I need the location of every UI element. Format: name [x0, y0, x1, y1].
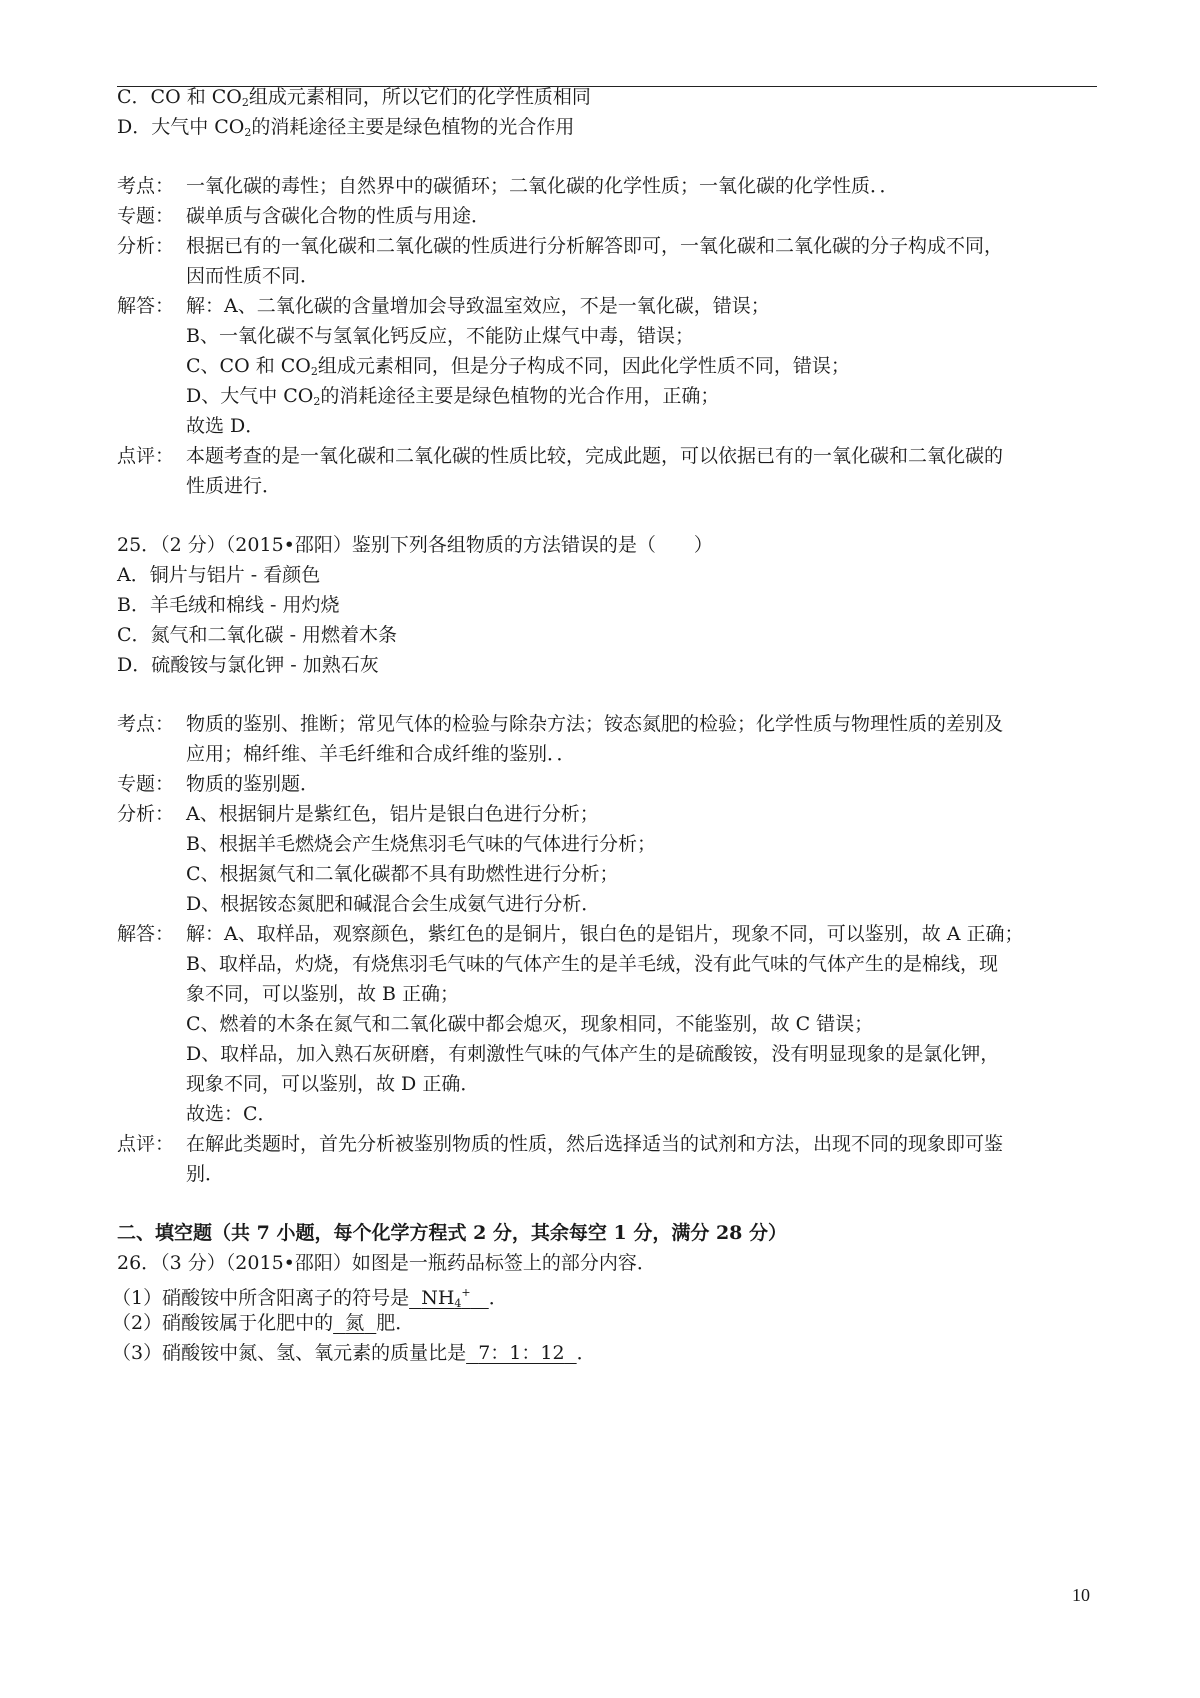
q25-fenxi-line: B、根据羊毛燃烧会产生烧焦羽毛气味的气体进行分析；	[186, 833, 656, 855]
q25-jieda-line: 象不同，可以鉴别，故 B 正确；	[186, 983, 460, 1005]
q25-kaodian-label: 考点：	[117, 713, 175, 735]
q25-stem: 25．（2 分）（2015•邵阳）鉴别下列各组物质的方法错误的是（ ）	[117, 534, 713, 556]
q25-jieda-line: 现象不同，可以鉴别，故 D 正确．	[186, 1073, 480, 1095]
prev-dianping-line: 本题考查的是一氧化碳和二氧化碳的性质比较，完成此题，可以依据已有的一氧化碳和二氧化碳的	[186, 445, 1004, 467]
q25-jieda-label: 解答：	[117, 923, 175, 945]
prev-option-c: C．CO 和 $CO_2$组成元素相同，所以它们的化学性质相同	[117, 86, 591, 109]
q25-jieda-line: B、取样品，灼烧，有烧焦羽毛气味的气体产生的是羊毛绒，没有此气味的气体产生的是棉线，现	[186, 953, 998, 975]
q25-kaodian-line: 物质的鉴别、推断；常见气体的检验与除杂方法；铵态氮肥的检验；化学性质与物理性质的差别及	[186, 713, 1004, 735]
q26-stem: 26．（3 分）（2015•邵阳）如图是一瓶药品标签上的部分内容．	[117, 1252, 656, 1274]
q26-answer-3: 7：1：12	[478, 1342, 565, 1364]
q25-fenxi-line: A、根据铜片是紫红色，铝片是银白色进行分析；	[186, 803, 599, 825]
q25-zhuanti-text: 物质的鉴别题．	[186, 773, 320, 795]
prev-jieda-line: C、CO 和 $CO_2$组成元素相同，但是分子构成不同，因此化学性质不同，错误；	[186, 355, 850, 378]
q26-answer-2: 氮	[345, 1312, 365, 1334]
q25-jieda-line: C、燃着的木条在氮气和二氧化碳中都会熄灭，现象相同，不能鉴别，故 C 错误；	[186, 1013, 874, 1035]
prev-dianping-line: 性质进行．	[186, 475, 282, 497]
prev-kaodian-label: 考点：	[117, 175, 175, 197]
q26-answer-1: $NH_4^+$	[421, 1286, 471, 1310]
prev-jieda-line: B、一氧化碳不与氢氧化钙反应，不能防止煤气中毒，错误；	[186, 325, 694, 347]
q25-jieda-line: 故选：C．	[186, 1103, 277, 1125]
q25-fenxi-line: D、根据铵态氮肥和碱混合会生成氨气进行分析．	[186, 893, 601, 915]
prev-fenxi-line: 因而性质不同．	[186, 265, 320, 287]
prev-jieda-label: 解答：	[117, 295, 175, 317]
q25-option-d: D．硫酸铵与氯化钾 - 加熟石灰	[117, 654, 379, 676]
prev-fenxi-label: 分析：	[117, 235, 175, 257]
q25-kaodian-line: 应用；棉纤维、羊毛纤维和合成纤维的鉴别．．	[186, 743, 576, 765]
page-number: 10	[1072, 1585, 1090, 1605]
q25-option-a: A．铜片与铝片 - 看颜色	[117, 564, 321, 586]
prev-jieda-line: D、大气中 $CO_2$的消耗途径主要是绿色植物的光合作用，正确；	[186, 385, 720, 408]
q26-part-2: （2）硝酸铵属于化肥中的 氮 肥．	[112, 1312, 415, 1334]
prev-kaodian-text: 一氧化碳的毒性；自然界中的碳循环；二氧化碳的化学性质；一氧化碳的化学性质．．	[186, 175, 899, 197]
q25-option-b: B．羊毛绒和棉线 - 用灼烧	[117, 594, 340, 616]
prev-zhuanti-text: 碳单质与含碳化合物的性质与用途．	[186, 205, 491, 227]
q25-fenxi-label: 分析：	[117, 803, 175, 825]
q25-zhuanti-label: 专题：	[117, 773, 175, 795]
q25-jieda-line: D、取样品，加入熟石灰研磨，有刺激性气味的气体产生的是硫酸铵，没有明显现象的是氯化钾，	[186, 1043, 1000, 1065]
section-heading: 二、填空题（共 7 小题，每个化学方程式 2 分，其余每空 1 分，满分 28 分）	[117, 1222, 788, 1244]
prev-option-d: D．大气中 $CO_2$的消耗途径主要是绿色植物的光合作用	[117, 116, 575, 139]
prev-zhuanti-label: 专题：	[117, 205, 175, 227]
q25-option-c: C．氮气和二氧化碳 - 用燃着木条	[117, 624, 398, 646]
prev-jieda-line: 解：A、二氧化碳的含量增加会导致温室效应，不是一氧化碳，错误；	[186, 295, 770, 317]
q25-fenxi-line: C、根据氮气和二氧化碳都不具有助燃性进行分析；	[186, 863, 619, 885]
q25-dianping-line: 在解此类题时，首先分析被鉴别物质的性质，然后选择适当的试剂和方法，出现不同的现象即可鉴	[186, 1133, 1004, 1155]
q25-dianping-line: 别．	[186, 1163, 225, 1185]
q26-part-3: （3）硝酸铵中氮、氢、氧元素的质量比是 7：1：12 ．	[112, 1342, 596, 1364]
prev-jieda-line: 故选 D．	[186, 415, 265, 437]
q25-dianping-label: 点评：	[117, 1133, 175, 1155]
q26-part-1: （1）硝酸铵中所含阳离子的符号是 $NH_4^+$ ．	[112, 1286, 508, 1310]
prev-dianping-label: 点评：	[117, 445, 175, 467]
prev-fenxi-line: 根据已有的一氧化碳和二氧化碳的性质进行分析解答即可，一氧化碳和二氧化碳的分子构成不同，	[186, 235, 1004, 257]
q25-jieda-line: 解：A、取样品，观察颜色，紫红色的是铜片，银白色的是铝片，现象不同，可以鉴别，故 A 正确；	[186, 923, 1024, 945]
